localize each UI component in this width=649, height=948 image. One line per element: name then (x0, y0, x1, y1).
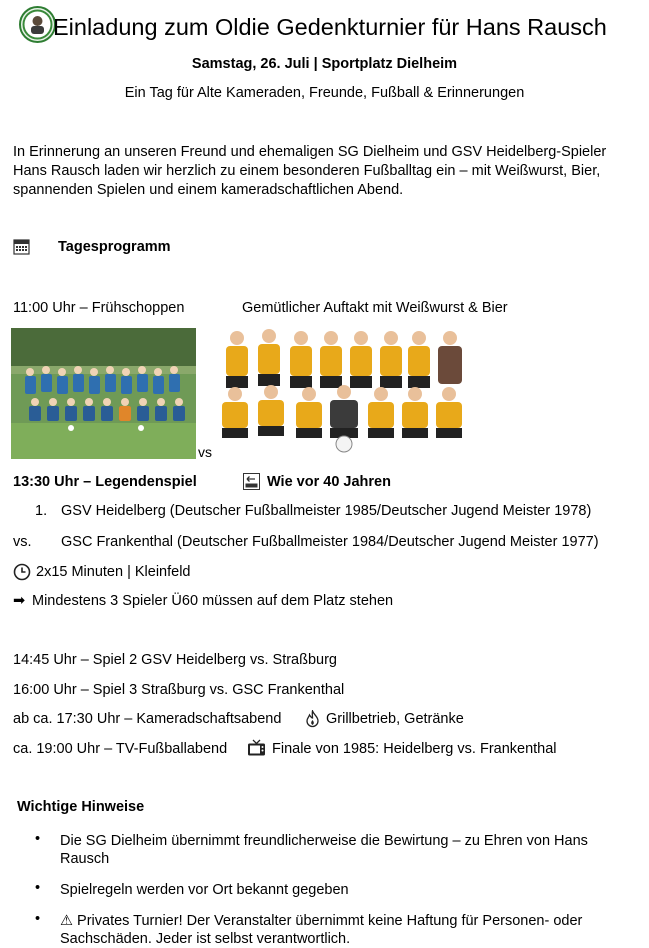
bullet-icon: • (35, 880, 41, 896)
schedule-legendenspiel-time: 13:30 Uhr – Legendenspiel (13, 474, 197, 490)
age-rule: Mindestens 3 Spieler Ü60 müssen auf dem Platz stehen (32, 593, 394, 609)
club-logo-icon (19, 6, 56, 43)
vs-label: vs (198, 444, 212, 460)
bullet-icon: • (35, 831, 41, 847)
bullet-icon: • (35, 911, 41, 927)
event-date-location: Samstag, 26. Juli | Sportplatz Dielheim (191, 56, 458, 72)
team2-text: GSC Frankenthal (Deutscher Fußballmeister 1984/Deutscher Jugend Meister 1977) (61, 534, 599, 550)
team-photo-yellow (218, 326, 474, 459)
team-photo-blue (11, 328, 196, 459)
clock-icon (13, 563, 31, 585)
tv-icon (247, 739, 266, 761)
section-title-programm: Tagesprogramm (58, 239, 171, 255)
back-icon (243, 473, 260, 494)
abend-extra: Grillbetrieb, Getränke (326, 711, 464, 727)
schedule-fruehschoppen-desc: Gemütlicher Auftakt mit Weißwurst & Bier (242, 300, 508, 316)
schedule-spiel2: 14:45 Uhr – Spiel 2 GSV Heidelberg vs. Straßburg (13, 652, 337, 668)
team2-prefix: vs. (13, 534, 32, 550)
intro-paragraph: In Erinnerung an unseren Freund und ehemaligen SG Dielheim und GSV Heidelberg-Spieler Hans Rausch laden wir herzlich zu einem besonderen Fußballtag ein – mit Weißwurst, Bier, spannenden Spielen und einem kameradschaftlichen Abend. (13, 144, 607, 198)
match-duration: 2x15 Minuten | Kleinfeld (36, 564, 191, 580)
hinweis-item: Spielregeln werden vor Ort bekannt gegeben (60, 882, 349, 898)
arrow-icon: ➡ (13, 593, 26, 609)
page-title: Einladung zum Oldie Gedenkturnier für Hans Rausch (53, 14, 607, 40)
schedule-abend: ab ca. 17:30 Uhr – Kameradschaftsabend (13, 711, 282, 727)
hinweis-item: Die SG Dielheim übernimmt freundlicherweise die Bewirtung – zu Ehren von Hans Rausch (60, 833, 588, 867)
schedule-tv: ca. 19:00 Uhr – TV-Fußballabend (13, 741, 228, 757)
schedule-fruehschoppen-time: 11:00 Uhr – Frühschoppen (13, 300, 185, 316)
legendenspiel-note: Wie vor 40 Jahren (267, 474, 391, 490)
tv-extra: Finale von 1985: Heidelberg vs. Frankenthal (272, 741, 557, 757)
team1-text: GSV Heidelberg (Deutscher Fußballmeister 1985/Deutscher Jugend Meister 1978) (61, 503, 592, 519)
section-title-hinweise: Wichtige Hinweise (17, 799, 145, 815)
tagline: Ein Tag für Alte Kameraden, Freunde, Fußball & Erinnerungen (124, 85, 525, 101)
team1-number: 1. (35, 503, 48, 519)
calendar-icon (13, 238, 30, 255)
hinweis-item: ⚠ Privates Turnier! Der Veranstalter übernimmt keine Haftung für Personen- oder Sachschäden. Jeder ist selbst verantwortlich. (60, 913, 583, 947)
fire-icon (304, 710, 321, 732)
schedule-spiel3: 16:00 Uhr – Spiel 3 Straßburg vs. GSC Frankenthal (13, 682, 345, 698)
